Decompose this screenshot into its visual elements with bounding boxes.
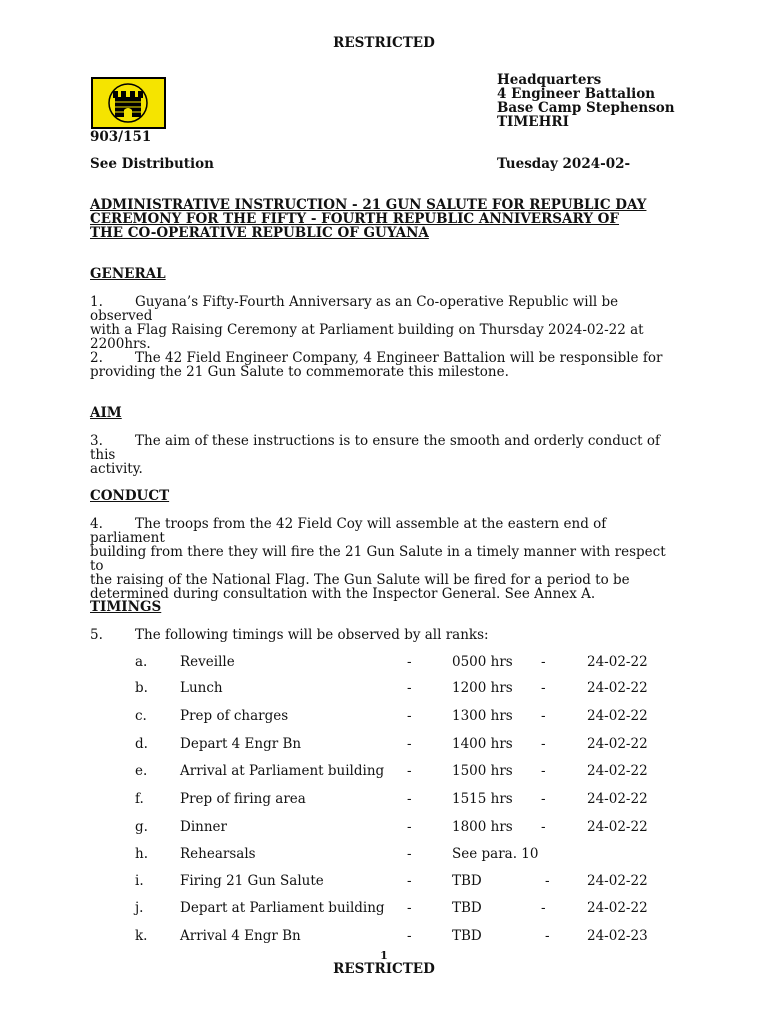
- timing-event: Arrival at Parliament building: [180, 763, 385, 779]
- timing-time: 1400 hrs: [452, 736, 513, 752]
- timing-time: 1200 hrs: [452, 680, 513, 696]
- paragraph-3: [90, 434, 680, 476]
- timing-time: TBD: [452, 928, 482, 944]
- paragraph-text: activity.: [90, 461, 143, 477]
- timing-event: Lunch: [180, 680, 223, 696]
- timing-event: Depart at Parliament building: [180, 900, 385, 916]
- timing-separator: -: [541, 736, 546, 752]
- battalion-crest-icon: [91, 77, 166, 129]
- timing-letter: b.: [135, 680, 148, 696]
- timing-event: Depart 4 Engr Bn: [180, 736, 302, 752]
- timing-separator: -: [407, 654, 412, 670]
- timing-event: Prep of charges: [180, 708, 289, 724]
- timing-row: [0, 847, 768, 863]
- timing-row: [0, 764, 768, 780]
- address-line-2: 4 Engineer Battalion: [497, 86, 656, 102]
- paragraph-text: The 42 Field Engineer Company, 4 Engineer Battalion will be responsible for: [135, 350, 663, 366]
- timing-date: 24-02-22: [587, 900, 648, 916]
- timing-letter: i.: [135, 873, 144, 889]
- timing-row: [0, 655, 768, 671]
- title-line-3: THE CO-OPERATIVE REPUBLIC OF GUYANA: [90, 225, 429, 241]
- timing-time: 1500 hrs: [452, 763, 513, 779]
- timing-time: 0500 hrs: [452, 654, 513, 670]
- timing-row: [0, 874, 768, 890]
- timing-separator: -: [407, 763, 412, 779]
- timing-date: 24-02-22: [587, 819, 648, 835]
- paragraph-5: [90, 628, 680, 642]
- section-heading-aim: AIM: [90, 405, 122, 421]
- timing-row: [0, 820, 768, 836]
- paragraph-text: The troops from the 42 Field Coy will assemble at the eastern end of parliament: [90, 516, 607, 546]
- classification-footer: RESTRICTED: [333, 961, 435, 977]
- timing-separator: -: [541, 763, 546, 779]
- timing-separator: -: [541, 680, 546, 696]
- timing-row: [0, 929, 768, 945]
- timing-separator: -: [407, 846, 412, 862]
- timing-date: 24-02-22: [587, 791, 648, 807]
- timing-separator: -: [407, 736, 412, 752]
- paragraph-text: building from there they will fire the 21 Gun Salute in a timely manner with respect to: [90, 544, 666, 574]
- paragraph-number: 3.: [90, 433, 103, 449]
- timing-date: 24-02-22: [587, 708, 648, 724]
- paragraph-text: The aim of these instructions is to ensure the smooth and orderly conduct of this: [90, 433, 660, 463]
- distribution: See Distribution: [90, 156, 214, 172]
- timing-event: Rehearsals: [180, 846, 256, 862]
- paragraph-text: 2200hrs.: [90, 336, 151, 352]
- classification-header: RESTRICTED: [333, 35, 435, 51]
- section-heading-conduct: CONDUCT: [90, 488, 170, 504]
- timing-event: Prep of firing area: [180, 791, 306, 807]
- timing-separator: -: [545, 873, 550, 889]
- timing-letter: a.: [135, 654, 148, 670]
- timing-event: Arrival 4 Engr Bn: [180, 928, 301, 944]
- timing-time: 1300 hrs: [452, 708, 513, 724]
- paragraph-text: Guyana’s Fifty-Fourth Anniversary as an Co-operative Republic will be observed: [90, 294, 619, 324]
- paragraph-text: with a Flag Raising Ceremony at Parliament building on Thursday 2024-02-22 at: [90, 322, 644, 338]
- timing-separator: -: [541, 654, 546, 670]
- timing-date: 24-02-22: [587, 873, 648, 889]
- title-line-2: CEREMONY FOR THE FIFTY - FOURTH REPUBLIC ANNIVERSARY OF: [90, 211, 620, 227]
- timing-event: Dinner: [180, 819, 227, 835]
- paragraph-2: [90, 351, 680, 379]
- timing-letter: c.: [135, 708, 147, 724]
- timing-separator: -: [541, 900, 546, 916]
- paragraph-text: providing the 21 Gun Salute to commemorate this milestone.: [90, 364, 509, 380]
- file-reference: 903/151: [90, 129, 152, 145]
- address-line-3: Base Camp Stephenson: [497, 100, 675, 116]
- timing-separator: -: [541, 708, 546, 724]
- document-date: Tuesday 2024-02-: [497, 156, 631, 172]
- timing-letter: h.: [135, 846, 148, 862]
- timing-separator: -: [545, 928, 550, 944]
- section-heading-timings: TIMINGS: [90, 599, 162, 615]
- timing-time: 1515 hrs: [452, 791, 513, 807]
- timing-row: [0, 792, 768, 808]
- timing-separator: -: [407, 819, 412, 835]
- paragraph-text: The following timings will be observed by all ranks:: [135, 627, 489, 643]
- paragraph-number: 4.: [90, 516, 103, 532]
- paragraph-4: [90, 517, 680, 601]
- timing-separator: -: [407, 680, 412, 696]
- timing-time: TBD: [452, 873, 482, 889]
- timing-row: [0, 681, 768, 697]
- paragraph-number: 2.: [90, 350, 103, 366]
- timing-letter: k.: [135, 928, 148, 944]
- timing-letter: j.: [135, 900, 144, 916]
- timing-date: 24-02-22: [587, 680, 648, 696]
- timing-row: [0, 901, 768, 917]
- timing-time: 1800 hrs: [452, 819, 513, 835]
- timing-letter: f.: [135, 791, 144, 807]
- section-heading-general: GENERAL: [90, 266, 166, 282]
- timing-row: [0, 709, 768, 725]
- paragraph-text: the raising of the National Flag. The Gun Salute will be fired for a period to be: [90, 572, 630, 588]
- timing-separator: -: [541, 819, 546, 835]
- timing-separator: -: [407, 900, 412, 916]
- timing-time: See para. 10: [452, 846, 539, 862]
- timing-separator: -: [407, 708, 412, 724]
- paragraph-text: determined during consultation with the Inspector General. See Annex A.: [90, 586, 596, 602]
- timing-time: TBD: [452, 900, 482, 916]
- timing-letter: e.: [135, 763, 148, 779]
- timing-letter: g.: [135, 819, 148, 835]
- paragraph-1: [90, 295, 680, 351]
- timing-separator: -: [407, 928, 412, 944]
- title-line-1: ADMINISTRATIVE INSTRUCTION - 21 GUN SALUTE FOR REPUBLIC DAY: [90, 197, 647, 213]
- address-line-1: Headquarters: [497, 72, 602, 88]
- address-line-4: TIMEHRI: [497, 114, 569, 130]
- timing-date: 24-02-22: [587, 736, 648, 752]
- timing-separator: -: [407, 873, 412, 889]
- timing-date: 24-02-22: [587, 763, 648, 779]
- timing-separator: -: [541, 791, 546, 807]
- timing-event: Firing 21 Gun Salute: [180, 873, 324, 889]
- page-number: 1: [380, 949, 388, 962]
- paragraph-number: 5.: [90, 627, 103, 643]
- timing-date: 24-02-23: [587, 928, 648, 944]
- timing-letter: d.: [135, 736, 148, 752]
- timing-date: 24-02-22: [587, 654, 648, 670]
- paragraph-number: 1.: [90, 294, 103, 310]
- timing-row: [0, 737, 768, 753]
- timing-event: Reveille: [180, 654, 235, 670]
- timing-separator: -: [407, 791, 412, 807]
